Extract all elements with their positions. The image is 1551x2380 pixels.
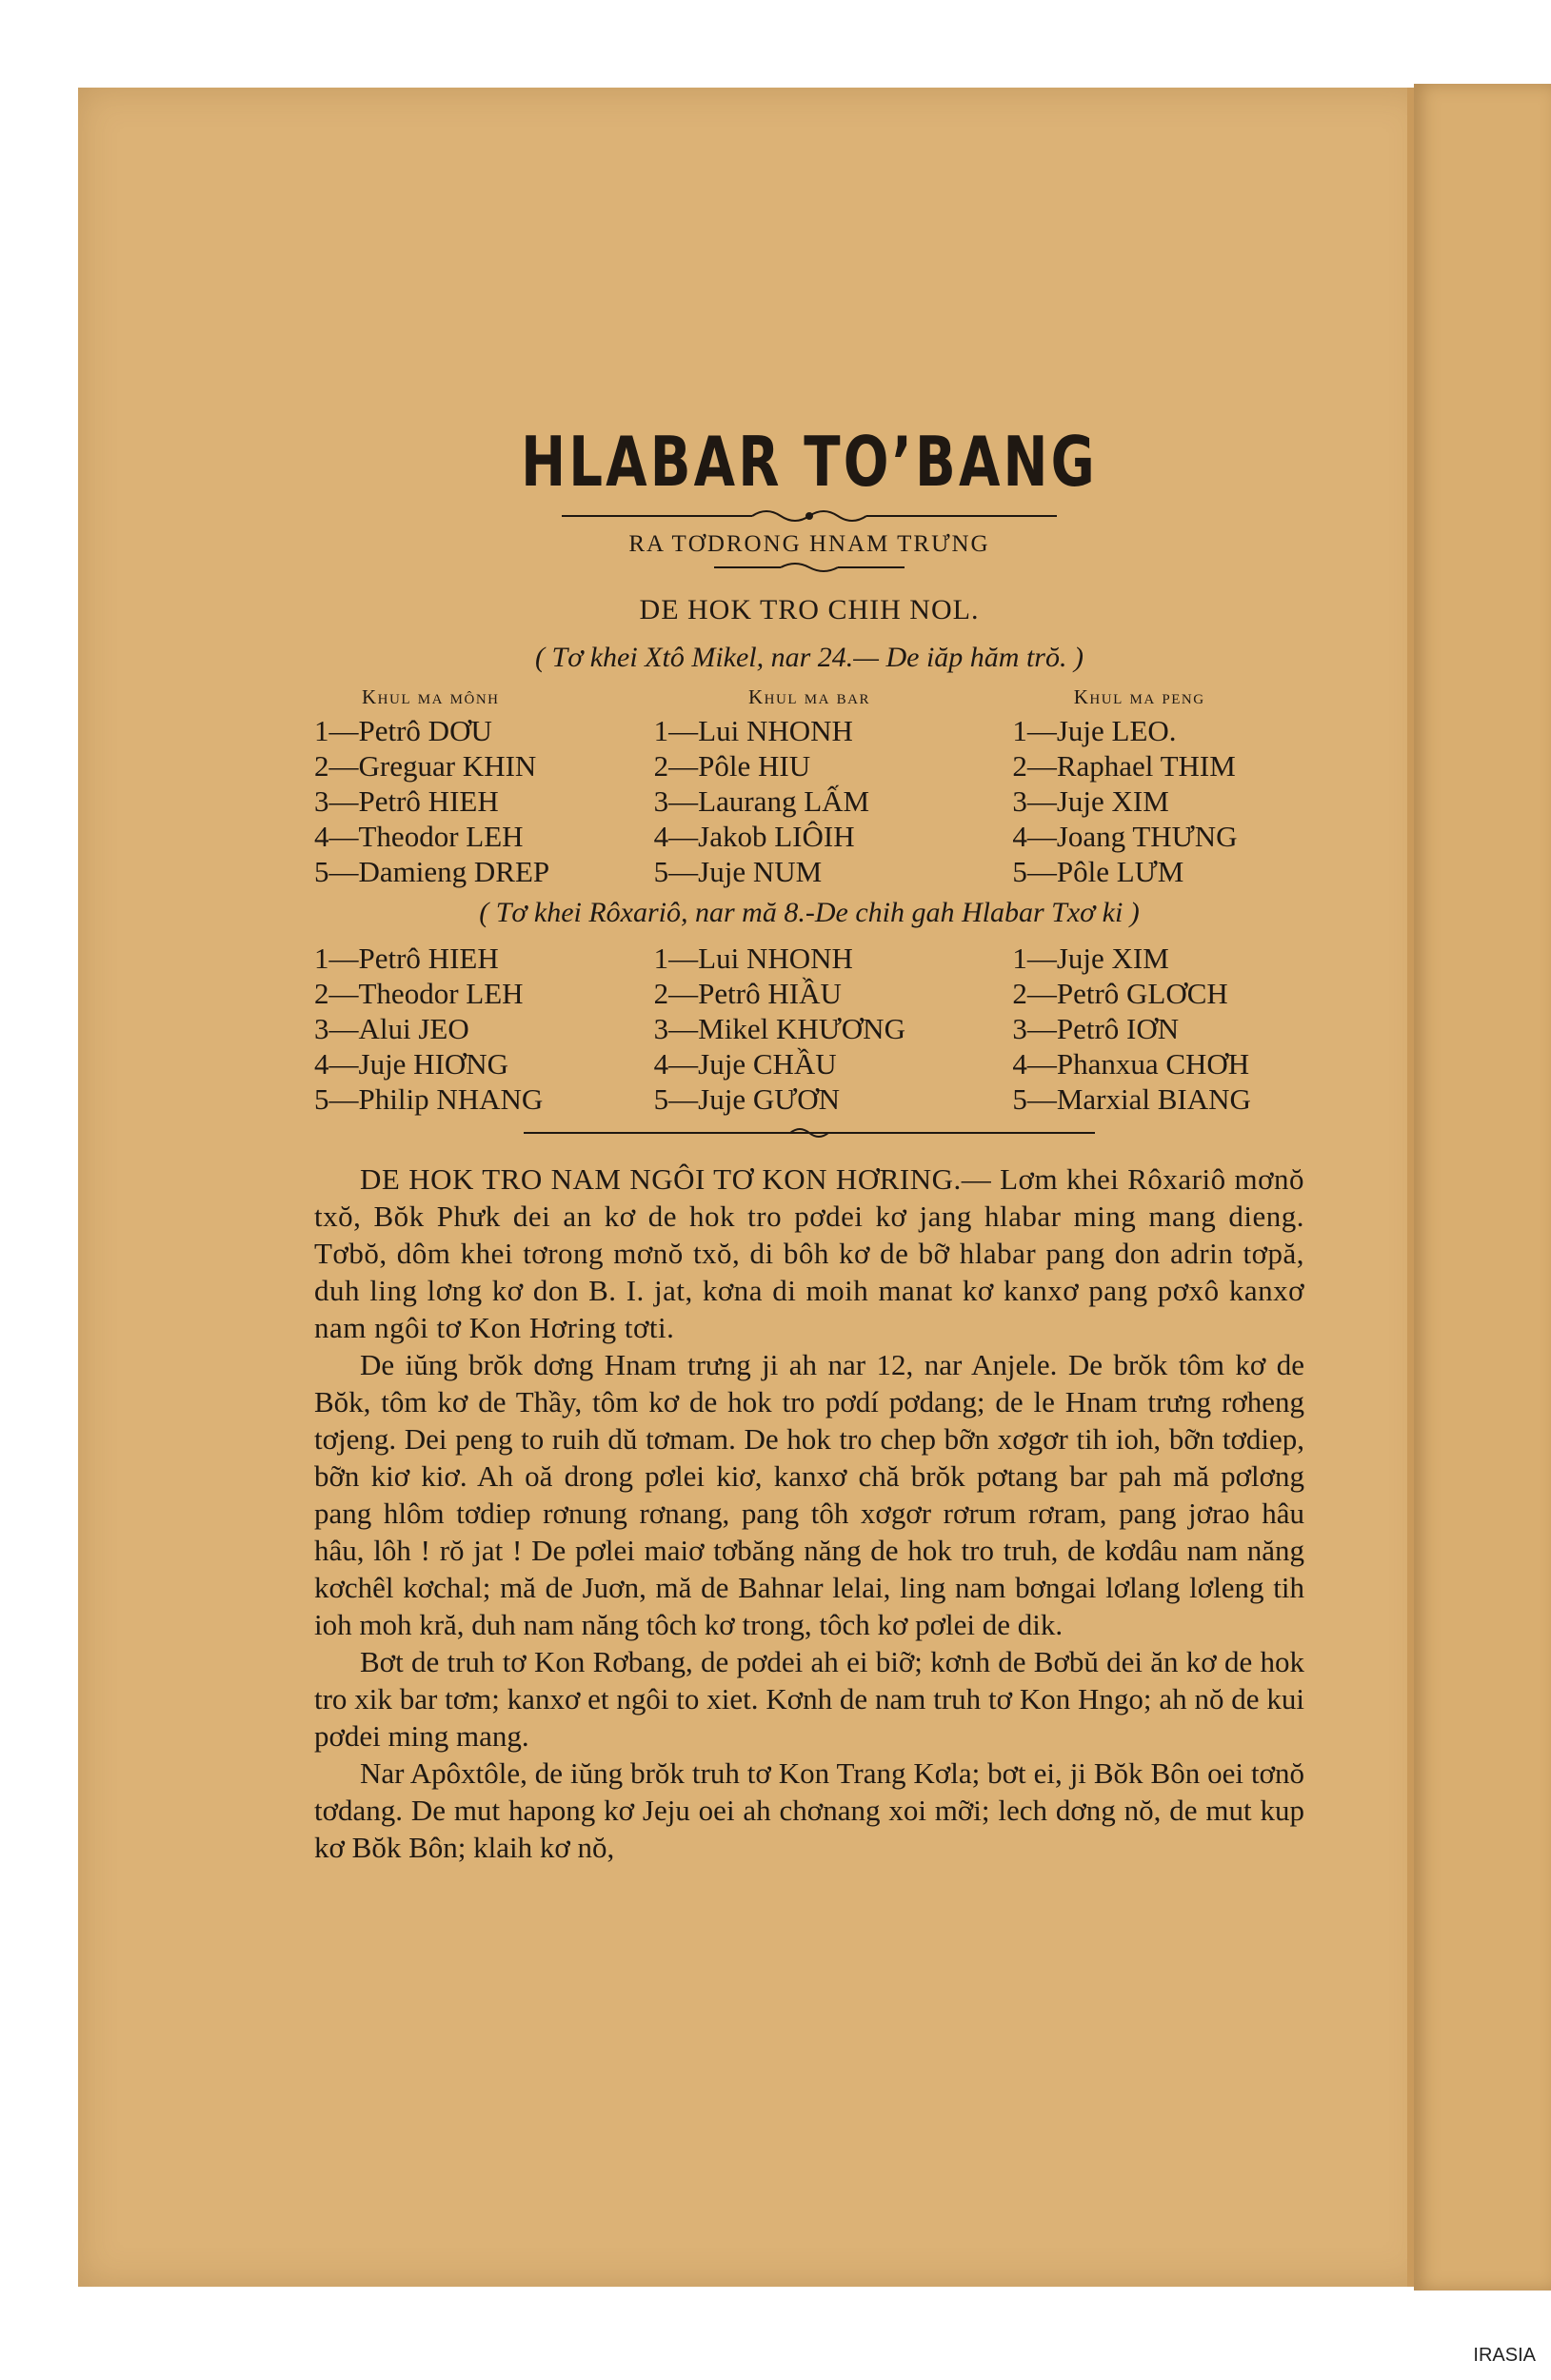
paragraph: DE HOK TRO NAM NGÔI TƠ KON HƠRING.— Lơm khei Rôxariô mơnŏ txŏ, Bŏk Phưk dei an kơ de hok tro pơdei kơ jang hlabar ming mang dieng. Tơbŏ, dôm khei tơrong mơnŏ txŏ, di bôh kơ de bỡ hlabar pang don adrin tơpă, duh ling lơng kơ don B. I. jat, kơna di moih manat kơ kanxơ pang pơxô kanxơ nam ngôi tơ Kon Hơring tơti.	[314, 1162, 1304, 1344]
subtitle-ornament	[714, 558, 905, 577]
paragraph: De iŭng brŏk dơng Hnam trưng ji ah nar 12, nar Anjele. De brŏk tôm kơ de Bŏk, tôm kơ de Thầy, tôm kơ de hok tro pơdí pơdang; de le Hnam trưng rơheng tơjeng. Dei peng to ruih dŭ tơmam. De hok tro chep bỡn xơgơr tih ioh, bỡn tơdiep, bỡn kiơ kiơ. Ah oă drong pơlei kiơ, kanxơ chă brŏk pơtang bar pah mă pơlơng pang hlôm tơdiep rơnung rơnang, pang tôh xơgơr rơrum rơram, pang jơrao hâu hâu, lôh ! rŏ jat ! De pơlei maiơ tơbăng năng de hok tro truh, de kơdâu nam năng kơchêl kơchal; mă de Juơn, mă de Bahnar lelai, ling nam bơngai lơlang lơleng tih ioh moh kră, duh nam năng tôch kơ trong, tôch kơ pơlei de dik.	[314, 1348, 1304, 1641]
list-item: 3—Laurang LẤM	[653, 784, 870, 818]
list-item: 4—Theodor LEH	[314, 820, 524, 853]
document-body	[314, 419, 1304, 1866]
column-header: Khul ma bar	[748, 685, 871, 708]
list-item: 5—Damieng DREP	[314, 855, 550, 888]
date-note-1: ( Tơ khei Xtô Mikel, nar 24.— De iăp hăm trŏ. )	[535, 642, 1084, 673]
list-item: 5—Philip NHANG	[314, 1082, 544, 1116]
list-item: 1—Petrô DƠU	[314, 714, 492, 747]
list-item: 3—Petrô HIEH	[314, 784, 499, 818]
watermark: IRASIA	[1473, 2345, 1536, 2366]
list-item: 3—Petrô IƠN	[1012, 1012, 1180, 1045]
list-item: 1—Juje XIM	[1012, 942, 1169, 975]
list-item: 2—Raphael THIM	[1012, 749, 1236, 783]
list-item: 4—Juje HIƠNG	[314, 1047, 509, 1081]
column-header: Khul ma peng	[1073, 685, 1205, 708]
column-3	[974, 941, 1304, 1117]
paragraph: Nar Apôxtôle, de iŭng brŏk truh tơ Kon Trang Kơla; bơt ei, ji Bŏk Bôn oei tơnŏ tơdang. De mut hapong kơ Jeju oei ah chơnang xoi mỡi; lech dơng nŏ, de mut kup kơ Bŏk Bôn; klaih kơ nŏ,	[314, 1756, 1304, 1864]
list-item: 4—Juje CHẦU	[653, 1047, 837, 1081]
column-3	[974, 685, 1304, 889]
section-heading: DE HOK TRO CHIH NOL.	[639, 594, 980, 625]
section-divider	[524, 1122, 1095, 1143]
date-note-2: ( Tơ khei Rôxariô, nar mă 8.-De chih gah Hlabar Txơ ki )	[479, 897, 1140, 928]
list-item: 2—Petrô GLƠCH	[1012, 977, 1228, 1010]
list-item: 4—Joang THƯNG	[1012, 820, 1238, 853]
list-item: 2—Greguar KHIN	[314, 749, 537, 783]
column-header: Khul ma mônh	[362, 685, 500, 708]
adjacent-page-edge	[1414, 84, 1551, 2291]
list-item: 5—Pôle LƯM	[1012, 855, 1184, 888]
list-item: 1—Petrô HIEH	[314, 942, 499, 975]
list-item: 1—Lui NHONH	[653, 942, 853, 975]
title-ornament	[562, 505, 1057, 527]
article-text	[314, 1160, 1304, 1866]
list-item: 3—Mikel KHƯƠNG	[653, 1012, 905, 1045]
list-item: 5—Juje NUM	[653, 855, 823, 888]
group-1-table	[314, 685, 1304, 889]
paragraph: Bơt de truh tơ Kon Rơbang, de pơdei ah ei biỡ; kơnh de Bơbŭ dei ăn kơ de hok tro xik bar tơm; kanxơ et ngôi to xiet. Kơnh de nam truh tơ Kon Hngo; ah nŏ de kui pơdei ming mang.	[314, 1645, 1304, 1753]
list-item: 4—Jakob LIÔIH	[653, 820, 855, 853]
page-title: HLABAR TO’BANG	[521, 422, 1098, 502]
list-item: 1—Juje LEO.	[1012, 714, 1177, 747]
list-item: 5—Juje GƯƠN	[653, 1082, 841, 1116]
list-item: 2—Theodor LEH	[314, 977, 524, 1010]
list-item: 2—Petrô HIẦU	[653, 977, 842, 1010]
column-2	[645, 941, 975, 1117]
subtitle: RA TƠDRONG HNAM TRƯNG	[628, 531, 990, 557]
column-1	[314, 685, 645, 889]
column-1	[314, 941, 645, 1117]
column-2	[645, 685, 975, 889]
list-item: 1—Lui NHONH	[653, 714, 853, 747]
list-item: 3—Juje XIM	[1012, 784, 1169, 818]
list-item: 3—Alui JEO	[314, 1012, 469, 1045]
group-2-table	[314, 941, 1304, 1117]
list-item: 4—Phanxua CHƠH	[1012, 1047, 1250, 1081]
list-item: 5—Marxial BIANG	[1012, 1082, 1251, 1116]
list-item: 2—Pôle HIU	[653, 749, 811, 783]
